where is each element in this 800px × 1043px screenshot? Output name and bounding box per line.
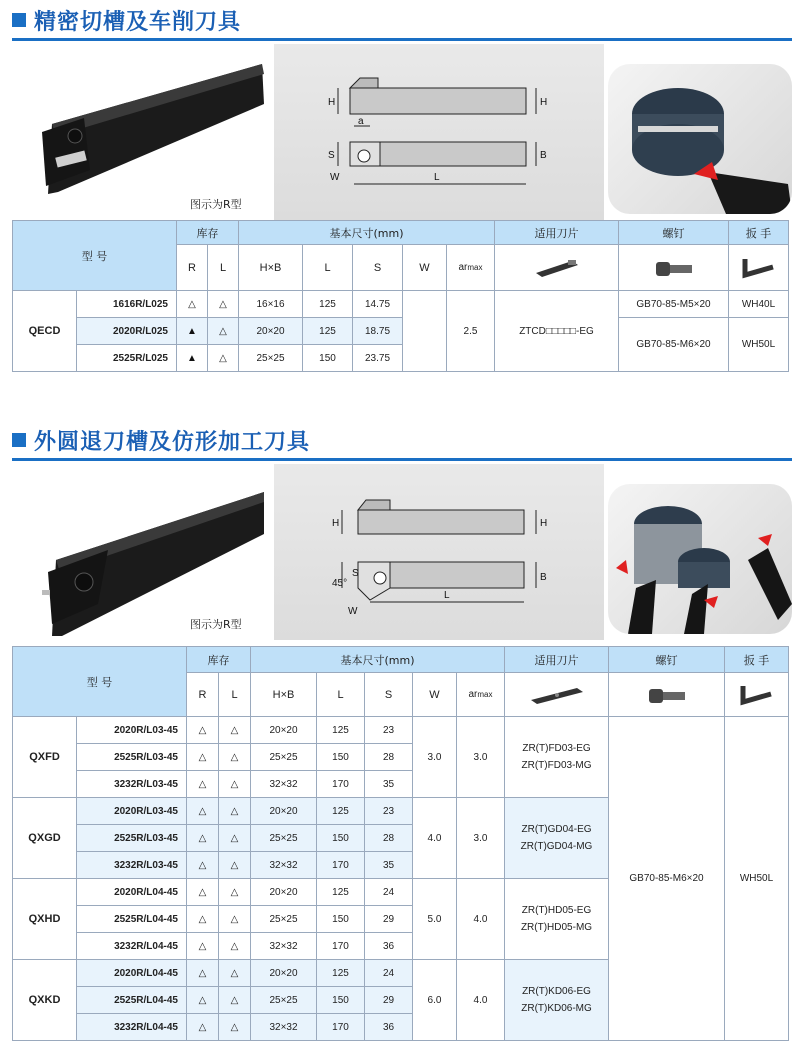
row-code: 2020R/L03-45 [77,717,187,744]
cell-length: 125 [317,798,365,825]
cell-s: 24 [365,879,413,906]
model-name-qecd: QECD [13,291,77,372]
table-row [13,291,789,318]
drawing-label-b: B [540,150,547,161]
header-insert: 适用刀片 [495,221,619,245]
header-w: W [413,673,457,717]
stock-l: △ [219,987,251,1014]
cell-wrench: WH50L [729,318,789,372]
cell-s: 18.75 [353,318,403,345]
cell-hxb: 25×25 [251,825,317,852]
stock-l: △ [219,798,251,825]
header-dimensions: 基本尺寸(mm) [251,647,505,673]
cell-wrench: WH50L [725,717,789,1041]
stock-l: △ [219,879,251,906]
ar-label: ar [458,262,468,273]
cell-s: 23 [365,798,413,825]
cell-s: 29 [365,906,413,933]
insert-code: ZR(T)GD04-EG [521,824,592,835]
stock-r: △ [177,291,208,318]
cell-hxb: 32×32 [251,771,317,798]
tool-holder-photo [12,464,270,640]
header-s: S [353,245,403,291]
insert-code: ZR(T)KD06-MG [521,1003,592,1014]
cell-insert: ZTCD□□□□□-EG [495,291,619,372]
header-wrench: 扳 手 [729,221,789,245]
cell-length: 150 [303,345,353,372]
model-name: QXFD [13,717,77,798]
cell-ar-max: 4.0 [457,879,505,960]
ar-sub-label: max [477,690,493,699]
cell-length: 150 [317,825,365,852]
stock-r: △ [187,933,219,960]
cell-length: 150 [317,744,365,771]
spec-table-qecd [12,220,789,372]
model-name: QXHD [13,879,77,960]
cell-hxb: 25×25 [251,987,317,1014]
cell-hxb: 25×25 [251,744,317,771]
section-title-text: 外圆退刀槽及仿形加工刀具 [34,429,311,455]
technical-drawing [274,464,604,640]
stock-r: △ [187,960,219,987]
cell-insert [505,717,609,798]
cell-insert [505,960,609,1041]
cell-s: 23 [365,717,413,744]
insert-code: ZR(T)FD03-EG [522,743,591,754]
cell-w: 6.0 [413,960,457,1041]
header-screw: 螺钉 [609,647,725,673]
row-code: 1616R/L025 [77,291,177,318]
row-code: 2020R/L025 [77,318,177,345]
drawing-label-h-right: H [540,518,548,529]
insert-icon [532,257,582,279]
row-code: 3232R/L04-45 [77,1014,187,1041]
screw-icon [652,256,696,280]
insert-code: ZR(T)HD05-MG [520,922,593,933]
cell-s: 35 [365,852,413,879]
cell-length: 125 [317,960,365,987]
stock-r: △ [187,852,219,879]
stock-r: △ [187,879,219,906]
cell-length: 150 [317,906,365,933]
drawing-label-s: S [328,150,335,161]
section-title-text: 精密切槽及车削刀具 [34,9,242,35]
cell-s: 35 [365,771,413,798]
cell-hxb: 20×20 [251,717,317,744]
row-code: 3232R/L03-45 [77,771,187,798]
title-divider [12,38,792,41]
header-model: 型 号 [13,647,187,717]
cell-hxb: 20×20 [251,798,317,825]
cell-length: 170 [317,1014,365,1041]
section-title [12,4,241,36]
header-ar-max [447,245,495,291]
stock-l: △ [208,345,239,372]
header-s: S [365,673,413,717]
drawing-label-w: W [330,172,340,183]
cell-w: 4.0 [413,798,457,879]
drawing-label-h-left: H [328,97,336,108]
cell-length: 125 [317,717,365,744]
header-l: L [219,673,251,717]
cell-ar-max: 2.5 [447,291,495,372]
stock-r: △ [187,906,219,933]
table-row [13,717,789,744]
cell-hxb: 20×20 [251,879,317,906]
insert-code: ZR(T)GD04-MG [520,841,593,852]
drawing-label-h-left: H [332,518,340,529]
cell-length: 170 [317,933,365,960]
stock-r: △ [187,825,219,852]
row-code: 2020R/L04-45 [77,960,187,987]
cell-s: 36 [365,933,413,960]
drawing-label-a: a [358,116,364,127]
cell-w: 5.0 [413,879,457,960]
cell-length: 150 [317,987,365,1014]
stock-r: △ [187,717,219,744]
insert-icon [527,684,587,706]
cell-length: 170 [317,771,365,798]
row-code: 2525R/L025 [77,345,177,372]
drawing-label-l: L [444,590,450,601]
ar-sub-label: max [467,263,483,272]
cell-s: 23.75 [353,345,403,372]
stock-r: △ [187,798,219,825]
tool-holder-photo [12,44,270,220]
cell-ar-max: 3.0 [457,798,505,879]
dimension-drawing [274,44,604,220]
cell-screw: GB70-85-M6×20 [609,717,725,1041]
spec-table-qx-series [12,646,789,1041]
section-title [12,424,310,456]
title-square-icon [12,13,26,27]
screw-icon [645,683,689,707]
cell-s: 14.75 [353,291,403,318]
stock-l: △ [208,318,239,345]
stock-l: △ [219,906,251,933]
title-square-icon [12,433,26,447]
screw-icon-cell [609,673,725,717]
cell-w: 3.0 [413,717,457,798]
cell-hxb: 32×32 [251,1014,317,1041]
stock-l: △ [219,825,251,852]
wrench-icon-cell [729,245,789,291]
wrench-icon-cell [725,673,789,717]
row-code: 2525R/L04-45 [77,906,187,933]
cell-screw: GB70-85-M5×20 [619,291,729,318]
stock-r: △ [187,987,219,1014]
technical-drawing [274,44,604,220]
row-code: 3232R/L04-45 [77,933,187,960]
header-stock: 库存 [177,221,239,245]
cell-ar-max: 4.0 [457,960,505,1041]
header-screw: 螺钉 [619,221,729,245]
cell-hxb: 16×16 [239,291,303,318]
insert-code: ZR(T)FD03-MG [521,760,592,771]
stock-r: ▲ [177,318,208,345]
insert-icon-cell [495,245,619,291]
cell-s: 28 [365,744,413,771]
cell-length: 170 [317,852,365,879]
cell-hxb: 32×32 [251,933,317,960]
model-name: QXKD [13,960,77,1041]
stock-r: △ [187,744,219,771]
stock-l: △ [219,852,251,879]
image-band [12,464,792,640]
drawing-label-h-right: H [540,97,548,108]
cell-length: 125 [303,318,353,345]
cell-s: 36 [365,1014,413,1041]
stock-l: △ [219,1014,251,1041]
insert-code: ZR(T)HD05-EG [521,905,592,916]
title-divider [12,458,792,461]
dimension-drawing [274,464,604,640]
cell-w [403,291,447,372]
screw-icon-cell [619,245,729,291]
cell-hxb: 20×20 [251,960,317,987]
header-dimensions: 基本尺寸(mm) [239,221,495,245]
stock-l: △ [219,960,251,987]
stock-l: △ [219,771,251,798]
insert-code: ZR(T)KD06-EG [522,986,591,997]
header-r: R [177,245,208,291]
stock-l: △ [219,717,251,744]
header-length: L [317,673,365,717]
cell-length: 125 [303,291,353,318]
row-code: 2020R/L03-45 [77,798,187,825]
row-code: 2525R/L03-45 [77,744,187,771]
header-wrench: 扳 手 [725,647,789,673]
cell-ar-max: 3.0 [457,717,505,798]
header-hxb: H×B [251,673,317,717]
cell-s: 24 [365,960,413,987]
ar-label: ar [468,689,478,700]
cell-s: 28 [365,825,413,852]
header-length: L [303,245,353,291]
cell-length: 125 [317,879,365,906]
image-caption: 图示为R型 [190,198,242,211]
insert-icon-cell [505,673,609,717]
row-code: 2525R/L03-45 [77,825,187,852]
cell-hxb: 20×20 [239,318,303,345]
header-w: W [403,245,447,291]
machining-photo [608,484,792,634]
hex-wrench-icon [737,682,777,708]
machining-photo [608,64,792,214]
stock-r: ▲ [177,345,208,372]
header-r: R [187,673,219,717]
hex-wrench-icon [739,255,779,281]
header-insert: 适用刀片 [505,647,609,673]
row-code: 2020R/L04-45 [77,879,187,906]
image-band [12,44,792,220]
drawing-label-w: W [348,606,358,617]
cell-insert [505,798,609,879]
header-hxb: H×B [239,245,303,291]
stock-l: △ [208,291,239,318]
header-model: 型 号 [13,221,177,291]
cell-s: 29 [365,987,413,1014]
stock-l: △ [219,744,251,771]
stock-r: △ [187,1014,219,1041]
stock-r: △ [187,771,219,798]
cell-insert [505,879,609,960]
row-code: 2525R/L04-45 [77,987,187,1014]
drawing-label-b: B [540,572,547,583]
header-stock: 库存 [187,647,251,673]
drawing-label-l: L [434,172,440,183]
drawing-label-angle: 45° [332,578,348,589]
table-row [13,318,789,345]
cell-hxb: 25×25 [239,345,303,372]
drawing-label-s: S [352,568,359,579]
header-l: L [208,245,239,291]
cell-screw: GB70-85-M6×20 [619,318,729,372]
header-ar-max [457,673,505,717]
image-caption: 图示为R型 [190,618,242,631]
cell-hxb: 32×32 [251,852,317,879]
cell-hxb: 25×25 [251,906,317,933]
row-code: 3232R/L03-45 [77,852,187,879]
cell-wrench: WH40L [729,291,789,318]
model-name: QXGD [13,798,77,879]
stock-l: △ [219,933,251,960]
